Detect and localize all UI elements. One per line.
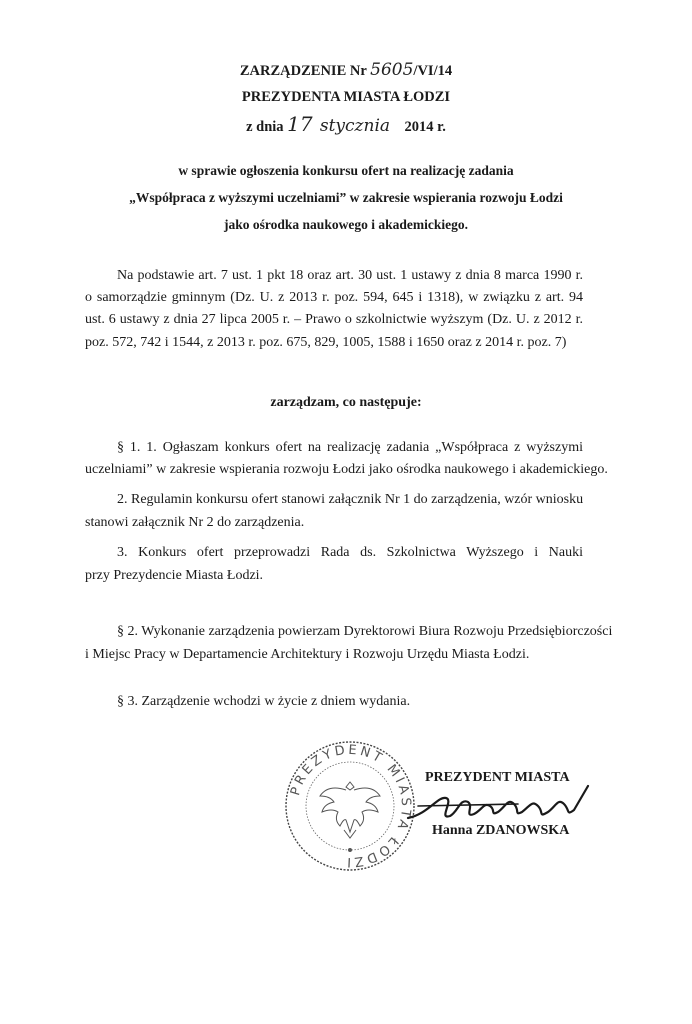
preamble-body (85, 287, 583, 354)
section-1-2-line-1: 2. Regulamin konkursu ofert stanowi załącznik Nr 1 do zarządzenia, wzór wniosku (117, 492, 584, 507)
decree-number-handwritten: 5605 (370, 60, 414, 80)
date-line (0, 114, 692, 137)
section-1-2-rest (85, 512, 583, 534)
seal-text: PREZYDENT MIASTA ŁODZI (288, 742, 414, 870)
signatory-name: Hanna ZDANOWSKA (432, 823, 570, 838)
subject-line-1: w sprawie ogłoszenia konkursu ofert na realizację zadania (178, 163, 514, 178)
section-2-first (117, 621, 613, 643)
subject-line-3: jako ośrodka naukowego i akademickiego. (224, 217, 468, 232)
section-1-3-rest (85, 565, 583, 587)
decree-number-suffix: /VI/14 (413, 63, 453, 79)
section-3-line-1: § 3. Zarządzenie wchodzi w życie z dniem wydania. (117, 694, 411, 709)
decree-number-line (0, 60, 692, 81)
date-year: 2014 r. (404, 119, 446, 135)
section-1-1-line-2: uczelniami” w zakresie wspierania rozwoju Łodzi jako ośrodka naukowego i akademickiego. (85, 462, 608, 477)
date-month-handwritten: stycznia (319, 116, 391, 136)
preamble-line-2: o samorządzie gminnym (Dz. U. z 2013 r. poz. 594, 645 i 1318), w związku z art. 94 (85, 290, 583, 305)
section-1-1-line-1: § 1. 1. Ogłaszam konkurs ofert na realizację zadania „Współpraca z wyższymi (117, 440, 583, 455)
section-2-rest (85, 644, 583, 666)
section-1-2-first (117, 489, 583, 511)
section-1-3-line-2: przy Prezydencie Miasta Łodzi. (85, 568, 264, 583)
section-2-line-1: § 2. Wykonanie zarządzenia powierzam Dyrektorowi Biura Rozwoju Przedsiębiorczości (117, 624, 613, 639)
decree-phrase: zarządzam, co następuje: (270, 395, 422, 410)
section-1-1-first (117, 437, 583, 459)
eagle-emblem-icon (320, 782, 380, 852)
date-prefix: z dnia (246, 119, 288, 135)
section-1-3-first (117, 542, 583, 564)
section-1-2-line-2: stanowi załącznik Nr 2 do zarządzenia. (85, 515, 305, 530)
preamble-line-4: poz. 572, 742 i 1544, z 2013 r. poz. 675, 829, 1005, 1588 i 1650 oraz z 2014 r. poz. 7) (85, 334, 567, 350)
subject-line-2: „Współpraca z wyższymi uczelniami” w zakresie wspierania rozwoju Łodzi (129, 190, 563, 205)
decree-number-prefix: ZARZĄDZENIE Nr (239, 63, 371, 79)
signature-title: PREZYDENT MIASTA (425, 770, 570, 785)
section-2-line-2: i Miejsc Pracy w Departamencie Architektury i Rozwoju Urzędu Miasta Łodzi. (85, 647, 530, 662)
preamble-first-line (117, 265, 583, 287)
preamble-line-1: Na podstawie art. 7 ust. 1 pkt 18 oraz art. 30 ust. 1 ustawy z dnia 8 marca 1990 r. (117, 268, 583, 283)
issuer-line: PREZYDENTA MIASTA ŁODZI (241, 89, 451, 105)
section-3 (117, 691, 583, 713)
section-1-3-line-1: 3. Konkurs ofert przeprowadzi Rada ds. Szkolnictwa Wyższego i Nauki (117, 545, 583, 560)
date-day-handwritten: 17 (287, 112, 313, 136)
section-1-1-rest (85, 459, 608, 481)
preamble-line-3: ust. 6 ustawy z dnia 27 lipca 2005 r. – Prawo o szkolnictwie wyższym (Dz. U. z 2012 r. (85, 312, 583, 328)
